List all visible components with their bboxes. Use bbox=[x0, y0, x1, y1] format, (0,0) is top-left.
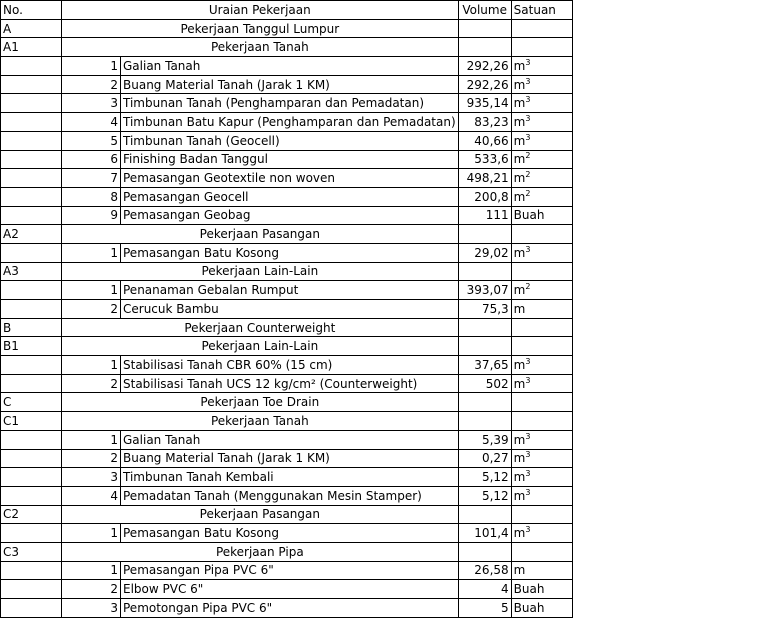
unit-exponent: 2 bbox=[525, 282, 531, 292]
unit-cell[interactable] bbox=[511, 412, 572, 431]
section-title[interactable]: Pekerjaan Lain-Lain bbox=[62, 337, 459, 356]
item-number[interactable]: 6 bbox=[62, 150, 121, 169]
item-volume[interactable]: 40,66 bbox=[458, 131, 511, 150]
item-description[interactable]: Galian Tanah bbox=[121, 430, 459, 449]
section-row bbox=[1, 542, 573, 561]
item-number[interactable]: 2 bbox=[62, 449, 121, 468]
unit-cell[interactable] bbox=[511, 542, 572, 561]
item-description[interactable]: Penanaman Gebalan Rumput bbox=[121, 281, 459, 300]
header-uraian[interactable]: Uraian Pekerjaan bbox=[62, 1, 459, 20]
no-cell[interactable] bbox=[1, 131, 62, 150]
item-number[interactable]: 2 bbox=[62, 75, 121, 94]
no-cell[interactable] bbox=[1, 57, 62, 76]
item-description[interactable]: Stabilisasi Tanah UCS 12 kg/cm² (Counterweight) bbox=[121, 374, 459, 393]
section-title[interactable]: Pekerjaan Tanggul Lumpur bbox=[62, 19, 459, 38]
unit-cell[interactable] bbox=[511, 393, 572, 412]
table-body bbox=[1, 1, 573, 618]
unit-cell[interactable] bbox=[511, 318, 572, 337]
volume-cell[interactable] bbox=[458, 225, 511, 244]
section-row bbox=[1, 393, 573, 412]
item-row bbox=[1, 187, 573, 206]
item-description[interactable]: Timbunan Tanah (Penghamparan dan Pemadatan) bbox=[121, 94, 459, 113]
section-code[interactable]: A1 bbox=[1, 38, 62, 57]
item-number[interactable]: 1 bbox=[62, 524, 121, 543]
item-number[interactable]: 2 bbox=[62, 374, 121, 393]
item-unit[interactable] bbox=[511, 206, 572, 225]
item-unit[interactable] bbox=[511, 150, 572, 169]
item-volume[interactable]: 26,58 bbox=[458, 561, 511, 580]
section-row bbox=[1, 318, 573, 337]
unit-text: Buah bbox=[513, 582, 545, 597]
section-code[interactable]: B bbox=[1, 318, 62, 337]
item-volume[interactable]: 83,23 bbox=[458, 113, 511, 132]
item-description[interactable]: Pemasangan Batu Kosong bbox=[121, 524, 459, 543]
item-unit[interactable] bbox=[511, 187, 572, 206]
item-unit[interactable] bbox=[511, 430, 572, 449]
item-description[interactable]: Elbow PVC 6" bbox=[121, 580, 459, 599]
item-description[interactable]: Galian Tanah bbox=[121, 57, 459, 76]
item-volume[interactable]: 292,26 bbox=[458, 57, 511, 76]
item-unit[interactable] bbox=[511, 75, 572, 94]
item-number[interactable]: 5 bbox=[62, 131, 121, 150]
volume-cell[interactable] bbox=[458, 393, 511, 412]
unit-exponent: 3 bbox=[525, 375, 531, 385]
item-unit[interactable] bbox=[511, 599, 572, 618]
unit-exponent: 3 bbox=[525, 356, 531, 366]
unit-exponent: 2 bbox=[525, 151, 531, 161]
unit-text: m bbox=[513, 189, 526, 204]
item-row bbox=[1, 131, 573, 150]
unit-exponent: 3 bbox=[525, 525, 531, 535]
unit-exponent: 3 bbox=[525, 450, 531, 460]
no-cell[interactable] bbox=[1, 468, 62, 487]
section-code[interactable]: C1 bbox=[1, 412, 62, 431]
item-row bbox=[1, 150, 573, 169]
volume-cell[interactable] bbox=[458, 505, 511, 524]
section-title[interactable]: Pekerjaan Tanah bbox=[62, 412, 459, 431]
section-code[interactable]: C bbox=[1, 393, 62, 412]
item-row bbox=[1, 356, 573, 375]
item-volume[interactable]: 4 bbox=[458, 580, 511, 599]
no-cell[interactable] bbox=[1, 449, 62, 468]
item-volume[interactable]: 37,65 bbox=[458, 356, 511, 375]
section-title[interactable]: Pekerjaan Counterweight bbox=[62, 318, 459, 337]
section-title[interactable]: Pekerjaan Pasangan bbox=[62, 505, 459, 524]
item-number[interactable]: 3 bbox=[62, 599, 121, 618]
unit-text: Buah bbox=[513, 208, 545, 223]
item-row bbox=[1, 468, 573, 487]
item-unit[interactable] bbox=[511, 449, 572, 468]
no-cell[interactable] bbox=[1, 243, 62, 262]
section-title[interactable]: Pekerjaan Pipa bbox=[62, 542, 459, 561]
item-description[interactable]: Pemasangan Pipa PVC 6" bbox=[121, 561, 459, 580]
section-code[interactable]: A3 bbox=[1, 262, 62, 281]
volume-cell[interactable] bbox=[458, 19, 511, 38]
item-number[interactable]: 1 bbox=[62, 281, 121, 300]
item-row bbox=[1, 430, 573, 449]
item-row bbox=[1, 169, 573, 188]
item-number[interactable]: 1 bbox=[62, 243, 121, 262]
section-row bbox=[1, 337, 573, 356]
section-title[interactable]: Pekerjaan Pasangan bbox=[62, 225, 459, 244]
volume-cell[interactable] bbox=[458, 542, 511, 561]
item-description[interactable]: Timbunan Tanah (Geocell) bbox=[121, 131, 459, 150]
no-cell[interactable] bbox=[1, 94, 62, 113]
no-cell[interactable] bbox=[1, 187, 62, 206]
unit-text: m bbox=[513, 245, 526, 260]
unit-text: m bbox=[513, 96, 526, 111]
unit-exponent: 2 bbox=[525, 170, 531, 180]
unit-text: m bbox=[513, 488, 526, 503]
item-number[interactable]: 2 bbox=[62, 300, 121, 319]
item-unit[interactable] bbox=[511, 524, 572, 543]
no-cell[interactable] bbox=[1, 374, 62, 393]
item-number[interactable]: 3 bbox=[62, 94, 121, 113]
unit-exponent: 3 bbox=[525, 431, 531, 441]
item-description[interactable]: Pemasangan Geobag bbox=[121, 206, 459, 225]
no-cell[interactable] bbox=[1, 206, 62, 225]
unit-exponent: 3 bbox=[525, 132, 531, 142]
item-volume[interactable]: 29,02 bbox=[458, 243, 511, 262]
item-number[interactable]: 1 bbox=[62, 356, 121, 375]
unit-cell[interactable] bbox=[511, 505, 572, 524]
unit-text: m bbox=[513, 432, 526, 447]
item-row bbox=[1, 94, 573, 113]
item-row bbox=[1, 374, 573, 393]
unit-text: m bbox=[513, 77, 526, 92]
item-row bbox=[1, 599, 573, 618]
unit-cell[interactable] bbox=[511, 262, 572, 281]
no-cell[interactable] bbox=[1, 113, 62, 132]
unit-exponent: 3 bbox=[525, 76, 531, 86]
volume-cell[interactable] bbox=[458, 262, 511, 281]
item-description[interactable]: Pemasangan Batu Kosong bbox=[121, 243, 459, 262]
section-code[interactable]: A bbox=[1, 19, 62, 38]
no-cell[interactable] bbox=[1, 580, 62, 599]
unit-text: m bbox=[513, 171, 526, 186]
section-code[interactable]: A2 bbox=[1, 225, 62, 244]
unit-text: m bbox=[513, 58, 526, 73]
item-unit[interactable] bbox=[511, 580, 572, 599]
unit-text: Buah bbox=[513, 600, 545, 615]
volume-cell[interactable] bbox=[458, 318, 511, 337]
item-description[interactable]: Pemasangan Geocell bbox=[121, 187, 459, 206]
unit-exponent: 3 bbox=[525, 469, 531, 479]
unit-exponent: 3 bbox=[525, 95, 531, 105]
item-description[interactable]: Timbunan Batu Kapur (Penghamparan dan Pemadatan) bbox=[121, 113, 459, 132]
item-row bbox=[1, 580, 573, 599]
item-row bbox=[1, 281, 573, 300]
item-row bbox=[1, 300, 573, 319]
item-row bbox=[1, 486, 573, 505]
item-number[interactable]: 2 bbox=[62, 580, 121, 599]
item-volume[interactable]: 5,39 bbox=[458, 430, 511, 449]
item-description[interactable]: Buang Material Tanah (Jarak 1 KM) bbox=[121, 449, 459, 468]
item-row bbox=[1, 113, 573, 132]
volume-cell[interactable] bbox=[458, 337, 511, 356]
item-description[interactable]: Cerucuk Bambu bbox=[121, 300, 459, 319]
unit-cell[interactable] bbox=[511, 19, 572, 38]
item-unit[interactable] bbox=[511, 243, 572, 262]
item-volume[interactable]: 5 bbox=[458, 599, 511, 618]
section-title[interactable]: Pekerjaan Tanah bbox=[62, 38, 459, 57]
unit-text: m bbox=[513, 376, 526, 391]
no-cell[interactable] bbox=[1, 150, 62, 169]
item-unit[interactable] bbox=[511, 57, 572, 76]
item-row bbox=[1, 561, 573, 580]
unit-exponent: 3 bbox=[525, 57, 531, 67]
item-volume[interactable]: 75,3 bbox=[458, 300, 511, 319]
unit-text: m bbox=[513, 283, 526, 298]
item-volume[interactable]: 5,12 bbox=[458, 486, 511, 505]
item-unit[interactable] bbox=[511, 131, 572, 150]
item-volume[interactable]: 200,8 bbox=[458, 187, 511, 206]
unit-text: m bbox=[513, 470, 526, 485]
header-row bbox=[1, 1, 573, 20]
item-description[interactable]: Pemotongan Pipa PVC 6" bbox=[121, 599, 459, 618]
no-cell[interactable] bbox=[1, 300, 62, 319]
item-volume[interactable]: 5,12 bbox=[458, 468, 511, 487]
item-description[interactable]: Pemasangan Geotextile non woven bbox=[121, 169, 459, 188]
volume-cell[interactable] bbox=[458, 412, 511, 431]
item-row bbox=[1, 75, 573, 94]
unit-text: m bbox=[513, 114, 526, 129]
header-satuan[interactable]: Satuan bbox=[511, 1, 572, 20]
item-row bbox=[1, 449, 573, 468]
unit-text: m bbox=[513, 563, 526, 578]
header-volume[interactable]: Volume bbox=[458, 1, 511, 20]
item-row bbox=[1, 524, 573, 543]
item-description[interactable]: Pemadatan Tanah (Menggunakan Mesin Stamper) bbox=[121, 486, 459, 505]
item-number[interactable]: 8 bbox=[62, 187, 121, 206]
item-row bbox=[1, 206, 573, 225]
section-title[interactable]: Pekerjaan Toe Drain bbox=[62, 393, 459, 412]
unit-text: m bbox=[513, 451, 526, 466]
item-number[interactable]: 7 bbox=[62, 169, 121, 188]
unit-text: m bbox=[513, 301, 526, 316]
unit-cell[interactable] bbox=[511, 38, 572, 57]
no-cell[interactable] bbox=[1, 281, 62, 300]
unit-text: m bbox=[513, 133, 526, 148]
item-unit[interactable] bbox=[511, 356, 572, 375]
item-unit[interactable] bbox=[511, 113, 572, 132]
section-row bbox=[1, 262, 573, 281]
item-volume[interactable]: 502 bbox=[458, 374, 511, 393]
item-unit[interactable] bbox=[511, 374, 572, 393]
section-code[interactable]: C2 bbox=[1, 505, 62, 524]
item-volume[interactable]: 101,4 bbox=[458, 524, 511, 543]
no-cell[interactable] bbox=[1, 524, 62, 543]
section-title[interactable]: Pekerjaan Lain-Lain bbox=[62, 262, 459, 281]
section-row bbox=[1, 225, 573, 244]
item-unit[interactable] bbox=[511, 94, 572, 113]
item-description[interactable]: Finishing Badan Tanggul bbox=[121, 150, 459, 169]
item-description[interactable]: Timbunan Tanah Kembali bbox=[121, 468, 459, 487]
item-volume[interactable]: 292,26 bbox=[458, 75, 511, 94]
unit-exponent: 3 bbox=[525, 244, 531, 254]
no-cell[interactable] bbox=[1, 430, 62, 449]
no-cell[interactable] bbox=[1, 486, 62, 505]
item-volume[interactable]: 0,27 bbox=[458, 449, 511, 468]
item-unit[interactable] bbox=[511, 561, 572, 580]
section-code[interactable]: B1 bbox=[1, 337, 62, 356]
no-cell[interactable] bbox=[1, 599, 62, 618]
no-cell[interactable] bbox=[1, 561, 62, 580]
item-row bbox=[1, 243, 573, 262]
unit-exponent: 3 bbox=[525, 113, 531, 123]
item-description[interactable]: Buang Material Tanah (Jarak 1 KM) bbox=[121, 75, 459, 94]
unit-cell[interactable] bbox=[511, 337, 572, 356]
item-number[interactable]: 1 bbox=[62, 57, 121, 76]
item-volume[interactable]: 533,6 bbox=[458, 150, 511, 169]
section-row bbox=[1, 19, 573, 38]
unit-text: m bbox=[513, 357, 526, 372]
no-cell[interactable] bbox=[1, 356, 62, 375]
item-unit[interactable] bbox=[511, 281, 572, 300]
item-number[interactable]: 1 bbox=[62, 561, 121, 580]
unit-exponent: 3 bbox=[525, 487, 531, 497]
item-volume[interactable]: 111 bbox=[458, 206, 511, 225]
no-cell[interactable] bbox=[1, 75, 62, 94]
header-no[interactable]: No. bbox=[1, 1, 62, 20]
section-row bbox=[1, 412, 573, 431]
item-unit[interactable] bbox=[511, 468, 572, 487]
section-code[interactable]: C3 bbox=[1, 542, 62, 561]
item-volume[interactable]: 393,07 bbox=[458, 281, 511, 300]
no-cell[interactable] bbox=[1, 169, 62, 188]
item-unit[interactable] bbox=[511, 300, 572, 319]
unit-cell[interactable] bbox=[511, 225, 572, 244]
item-description[interactable]: Stabilisasi Tanah CBR 60% (15 cm) bbox=[121, 356, 459, 375]
item-number[interactable]: 4 bbox=[62, 113, 121, 132]
item-number[interactable]: 4 bbox=[62, 486, 121, 505]
item-unit[interactable] bbox=[511, 169, 572, 188]
item-row bbox=[1, 57, 573, 76]
item-number[interactable]: 3 bbox=[62, 468, 121, 487]
item-volume[interactable]: 935,14 bbox=[458, 94, 511, 113]
unit-exponent: 2 bbox=[525, 188, 531, 198]
item-unit[interactable] bbox=[511, 486, 572, 505]
section-row bbox=[1, 505, 573, 524]
item-number[interactable]: 1 bbox=[62, 430, 121, 449]
volume-cell[interactable] bbox=[458, 38, 511, 57]
unit-text: m bbox=[513, 152, 526, 167]
item-number[interactable]: 9 bbox=[62, 206, 121, 225]
unit-text: m bbox=[513, 526, 526, 541]
section-row bbox=[1, 38, 573, 57]
item-volume[interactable]: 498,21 bbox=[458, 169, 511, 188]
